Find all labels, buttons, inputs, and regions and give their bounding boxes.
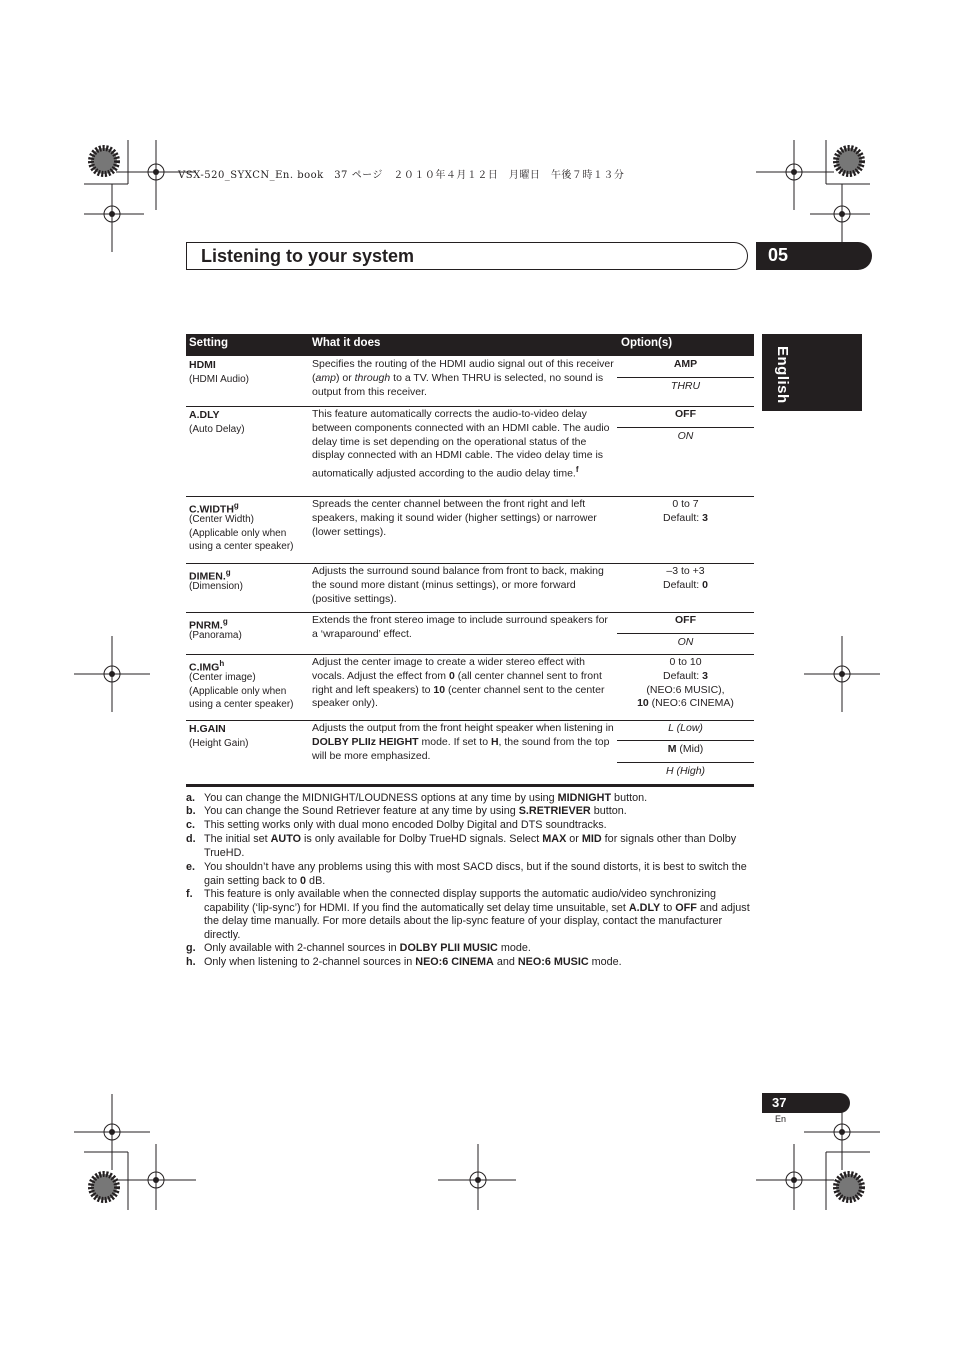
option-alternate: THRU	[670, 380, 701, 392]
print-meta-line: VSX-520_SYXCN_En. book 37 ページ ２０１０年４月１２日 月曜日 午後７時１３分	[178, 170, 625, 181]
setting-description: Extends the front stereo image to include surround speakers for a ‘wraparound’ effect.	[312, 614, 608, 640]
language-tab	[762, 334, 862, 411]
footnote-label: b.	[186, 805, 196, 817]
setting-subtitle: (Height Gain)	[189, 738, 249, 749]
table-row	[186, 357, 754, 407]
setting-subtitle: (HDMI Audio)	[189, 374, 250, 385]
table-row	[186, 613, 754, 655]
footnote-text: The initial set AUTO is only available for Dolby TrueHD signals. Select MAX or MID for signals other than Dolby TrueHD.	[204, 833, 737, 859]
footnote-text: Only when listening to 2-channel sources in NEO:6 CINEMA and NEO:6 MUSIC mode.	[204, 956, 622, 968]
option-range: –3 to +3 Default: 0	[663, 565, 708, 591]
footnote-text: You shouldn’t have any problems using this with most SACD discs, but if the sound distorts, it is best to switch the gain setting back to 0 dB.	[204, 861, 747, 887]
option-default: AMP	[673, 358, 698, 370]
setting-description: Spreads the center channel between the front right and left speakers, making it sound wider (higher settings) or narrower (lower settings).	[312, 498, 597, 538]
option-divider	[617, 633, 754, 634]
table-bottom-rule	[186, 784, 754, 787]
setting-name: C.WIDTH$^g$	[189, 501, 239, 516]
setting-description: Adjusts the output from the front height speaker when listening in DOLBY PLIIz HEIGHT mode. If set to H, the sound from the top will be more emphasized.	[312, 722, 614, 762]
setting-subtitle: (Center image) (Applicable only when using a center speaker)	[189, 672, 294, 710]
footnote-label: e.	[186, 861, 196, 873]
setting-name: H.GAIN	[189, 723, 226, 735]
page-language: En	[775, 1114, 787, 1124]
footnote-text: This feature is only available when the connected display supports the automatic audio/video synchronizing capability (‘lip-sync’) for HDMI. If you find the automatically set delay time unsuitable, set A.DLY to OFF and adjust the delay time manually. For more details about the lip-sync feature of your display, contact the manufacturer directly.	[204, 888, 750, 942]
option-range: 0 to 7 Default: 3	[663, 498, 708, 524]
footnote-text: Only available with 2-channel sources in DOLBY PLII MUSIC mode.	[204, 942, 531, 954]
option-item: L (Low)	[668, 722, 703, 734]
option-range: 0 to 10 Default: 3 (NEO:6 MUSIC), 10 (NEO:6 CINEMA)	[637, 656, 734, 710]
footnote-text: You can change the Sound Retriever feature at any time by using S.RETRIEVER button.	[204, 805, 627, 817]
setting-subtitle: (Auto Delay)	[189, 424, 245, 435]
setting-name: DIMEN.$^g$	[189, 568, 231, 583]
page-number-badge	[762, 1093, 850, 1113]
column-header-setting: Setting	[189, 337, 228, 349]
setting-subtitle: (Panorama)	[189, 630, 242, 641]
table-row	[186, 721, 754, 784]
setting-subtitle: (Center Width) (Applicable only when using a center speaker)	[189, 514, 294, 552]
table-header	[186, 334, 754, 356]
option-divider	[617, 740, 754, 741]
language-label: English	[774, 346, 791, 404]
chapter-number: 05	[768, 245, 789, 265]
column-header-options: Option(s)	[621, 337, 673, 349]
setting-name: HDMI	[189, 359, 216, 371]
table-row	[186, 655, 754, 721]
section-title-bar	[186, 242, 748, 270]
footnote-label: a.	[186, 792, 196, 804]
footnote-text: You can change the MIDNIGHT/LOUDNESS options at any time by using MIDNIGHT button.	[204, 792, 648, 804]
footnote-label: h.	[186, 956, 196, 968]
setting-subtitle: (Dimension)	[189, 581, 243, 592]
option-alternate: ON	[677, 430, 694, 442]
option-default: OFF	[675, 614, 696, 626]
table-row	[186, 407, 754, 497]
setting-description: Specifies the routing of the HDMI audio signal out of this receiver (amp) or through to a TV. When THRU is selected, no sound is output from this receiver.	[312, 358, 614, 398]
option-default: OFF	[675, 408, 696, 420]
option-item: M (Mid)	[667, 743, 704, 755]
option-divider	[617, 762, 754, 763]
setting-name: PNRM.$^g$	[189, 617, 228, 632]
setting-description: Adjusts the surround sound balance from front to back, making the sound more distant (minus settings), or more forward (positive settings).	[312, 565, 604, 605]
setting-name: C.IMG$^h$	[189, 659, 225, 674]
page-number: 37	[772, 1095, 787, 1110]
table-row	[186, 564, 754, 613]
table-row	[186, 497, 754, 564]
option-alternate: ON	[677, 636, 694, 648]
setting-description: Adjust the center image to create a wider stereo effect with vocals. Adjust the effect from 0 (all center channel sent to front right and left speakers) to 10 (center channel sent to the center speaker only).	[312, 656, 605, 710]
footnote-label: f.	[186, 888, 193, 900]
option-divider	[617, 427, 754, 428]
chapter-badge	[756, 242, 872, 270]
column-header-what-it-does: What it does	[312, 337, 381, 349]
option-divider	[617, 377, 754, 378]
setting-name: A.DLY	[189, 409, 220, 421]
footnote-text: This setting works only with dual mono encoded Dolby Digital and DTS soundtracks.	[204, 819, 607, 831]
section-title: Listening to your system	[201, 246, 415, 266]
footnote-label: d.	[186, 833, 196, 845]
option-item: H (High)	[665, 765, 706, 777]
footnote-label: c.	[186, 819, 196, 831]
footnote-label: g.	[186, 942, 196, 954]
setting-description: This feature automatically corrects the audio-to-video delay between components connected with an HDMI cable. The audio delay time is set depending on the operational status of the display connected with an HDMI cable. The video delay time is automatically adjusted according to the audio delay time.$^f$	[312, 408, 610, 480]
